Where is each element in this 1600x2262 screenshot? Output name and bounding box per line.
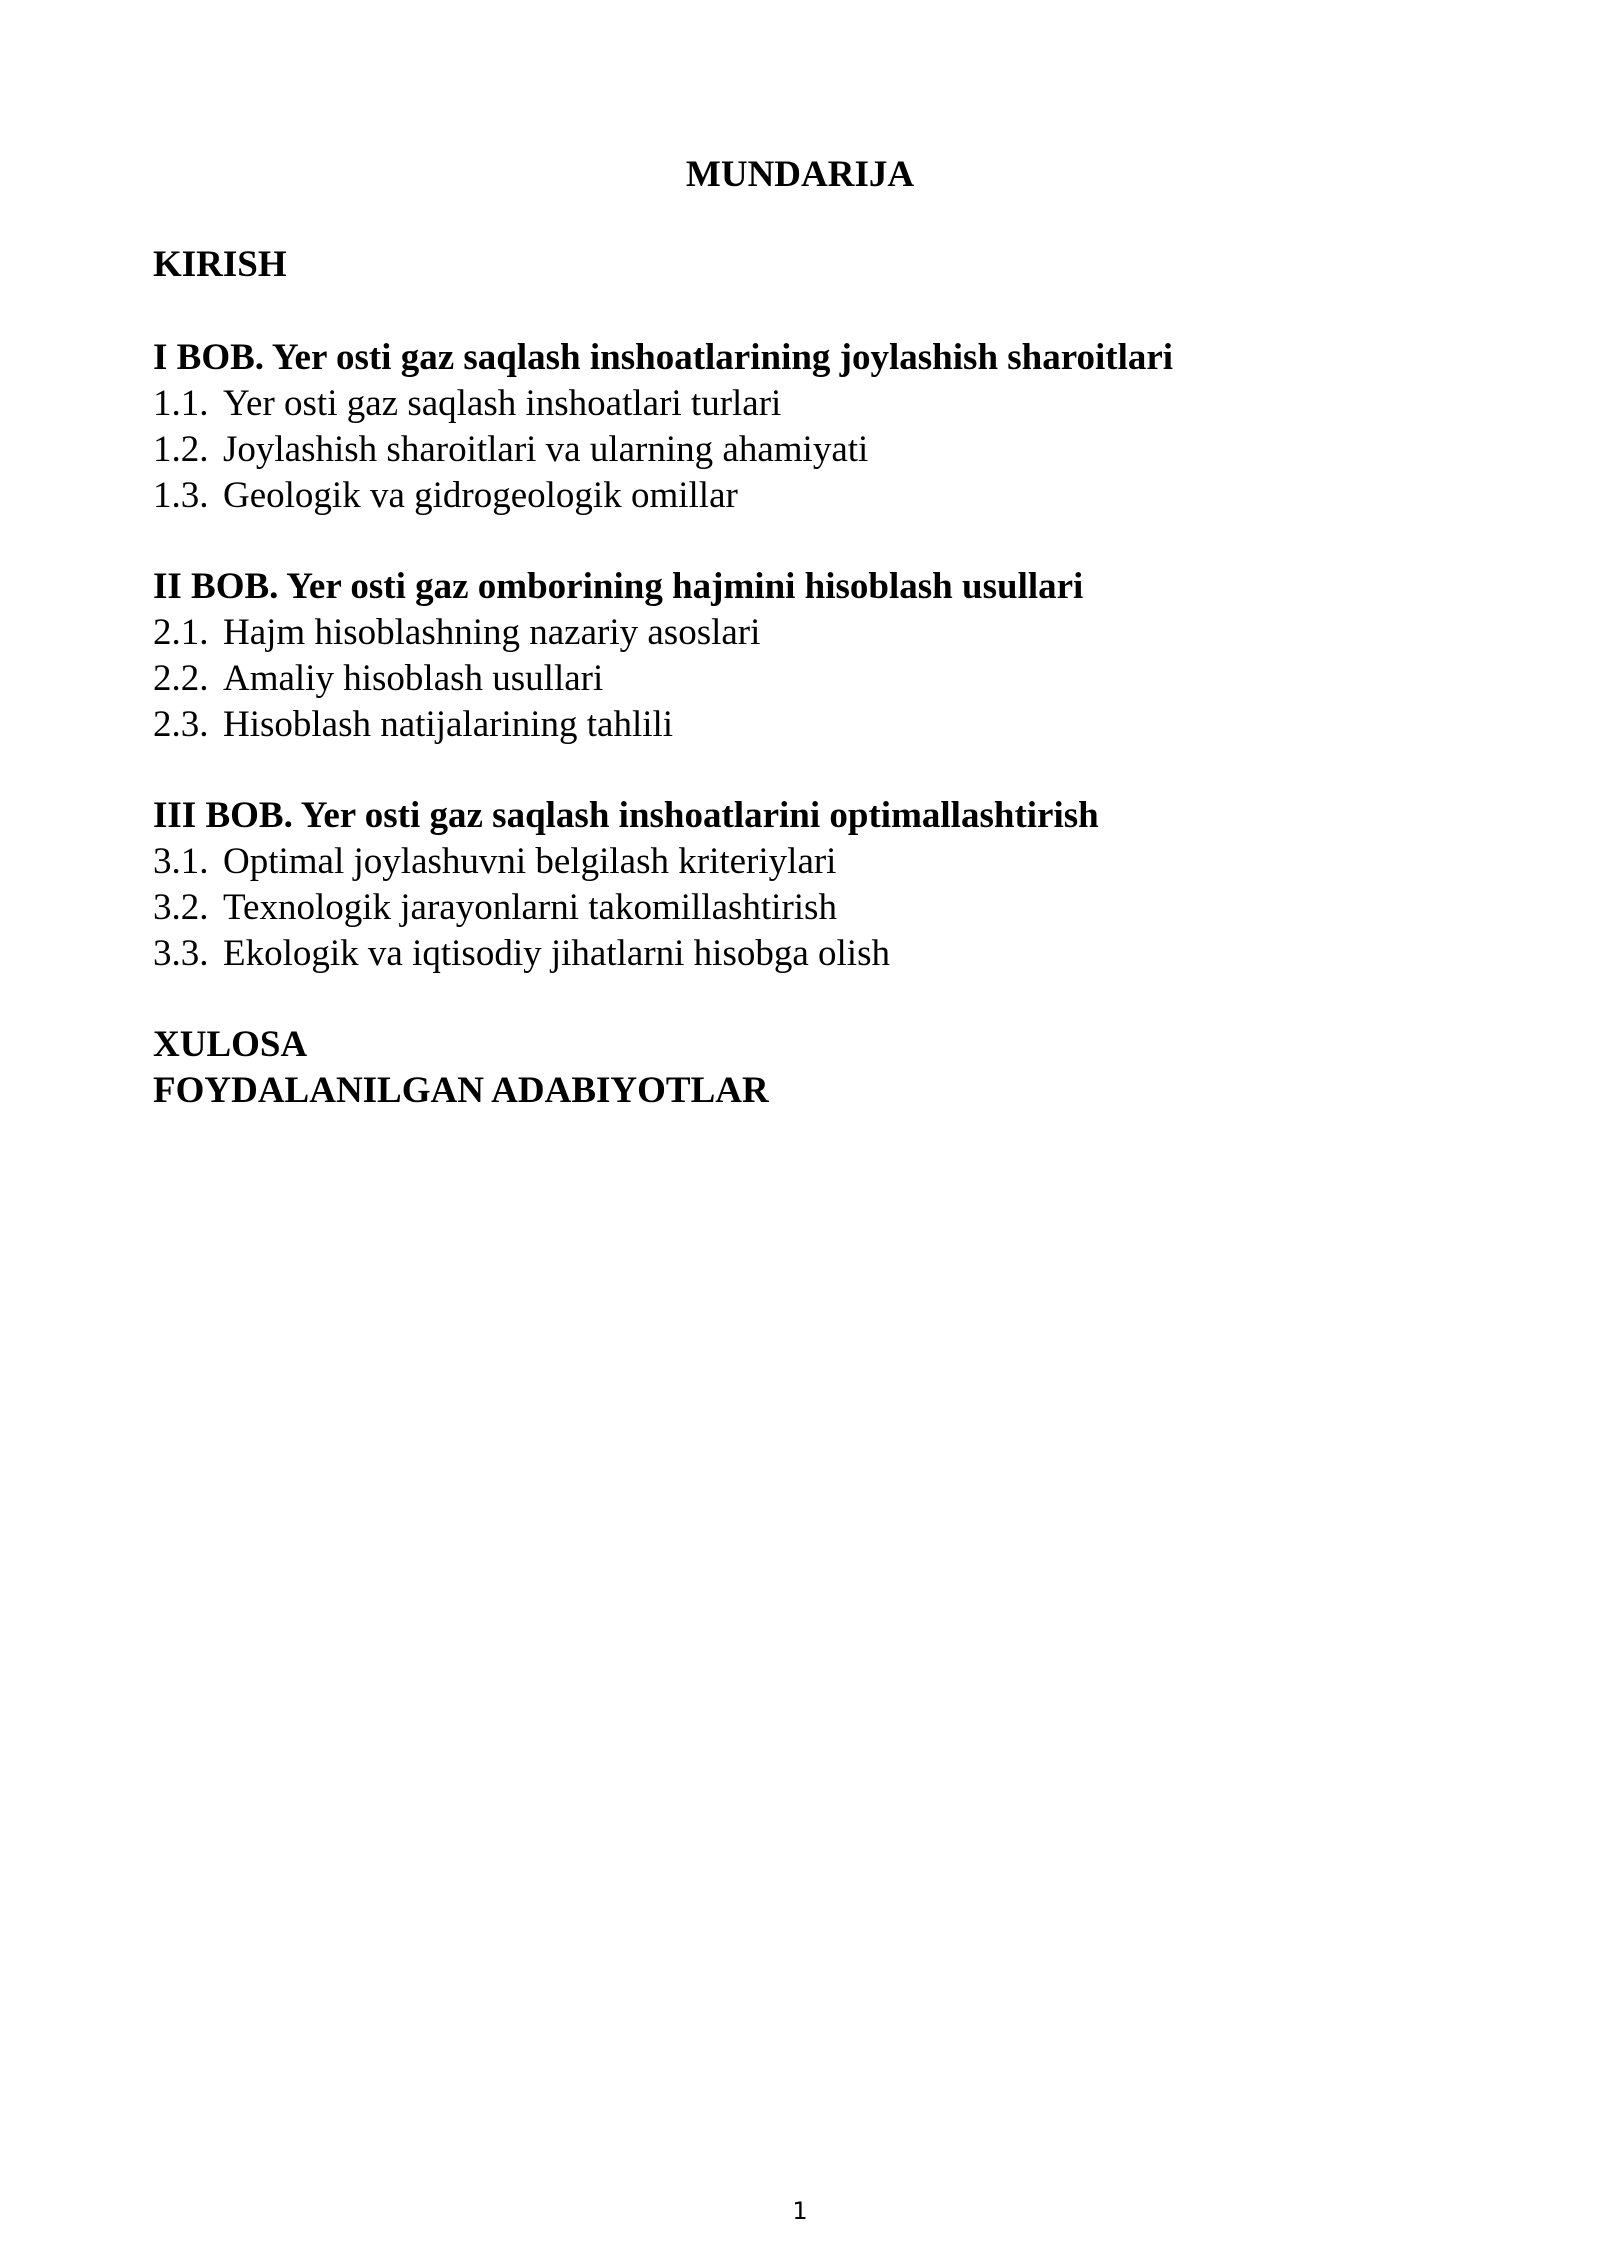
toc-conclusion: XULOSA bbox=[153, 1024, 308, 1065]
toc-section bbox=[153, 702, 1453, 748]
section-number: 3.1. bbox=[153, 841, 209, 882]
chapter-title: I BOB. Yer osti gaz saqlash inshoatlarining joylashish sharoitlari bbox=[153, 337, 1174, 378]
section-title: Hajm hisoblashning nazariy asoslari bbox=[223, 612, 761, 653]
chapter-title: II BOB. Yer osti gaz omborining hajmini hisoblash usullari bbox=[153, 566, 1084, 607]
section-title: Amaliy hisoblash usullari bbox=[223, 658, 604, 699]
toc-chapter-1 bbox=[153, 335, 1453, 519]
section-number: 1.2. bbox=[153, 429, 209, 470]
toc-intro: KIRISH bbox=[153, 244, 287, 285]
toc-references: FOYDALANILGAN ADABIYOTLAR bbox=[153, 1070, 769, 1111]
section-number: 1.3. bbox=[153, 475, 209, 516]
toc-section bbox=[153, 656, 1453, 702]
toc-chapter-2 bbox=[153, 564, 1453, 748]
toc-section bbox=[153, 427, 1453, 473]
section-title: Ekologik va iqtisodiy jihatlarni hisobga olish bbox=[223, 933, 890, 974]
page-title: MUNDARIJA bbox=[685, 154, 915, 195]
toc-section bbox=[153, 473, 1453, 519]
toc-section bbox=[153, 839, 1453, 885]
section-number: 2.1. bbox=[153, 612, 209, 653]
section-title: Yer osti gaz saqlash inshoatlari turlari bbox=[223, 383, 782, 424]
section-number: 2.3. bbox=[153, 704, 209, 745]
section-title: Texnologik jarayonlarni takomillashtirish bbox=[223, 887, 837, 928]
toc-section bbox=[153, 931, 1453, 977]
section-number: 2.2. bbox=[153, 658, 209, 699]
toc-section bbox=[153, 885, 1453, 931]
section-number: 1.1. bbox=[153, 383, 209, 424]
toc-section bbox=[153, 381, 1453, 427]
toc-chapter-3 bbox=[153, 793, 1453, 977]
page-number: 1 bbox=[792, 2197, 808, 2225]
section-title: Optimal joylashuvni belgilash kriteriylari bbox=[223, 841, 837, 882]
toc-section bbox=[153, 610, 1453, 656]
section-number: 3.3. bbox=[153, 933, 209, 974]
toc-end-block bbox=[153, 1022, 769, 1114]
chapter-title: III BOB. Yer osti gaz saqlash inshoatlarini optimallashtirish bbox=[153, 795, 1099, 836]
section-number: 3.2. bbox=[153, 887, 209, 928]
section-title: Hisoblash natijalarining tahlili bbox=[223, 704, 674, 745]
section-title: Geologik va gidrogeologik omillar bbox=[223, 475, 738, 516]
section-title: Joylashish sharoitlari va ularning ahamiyati bbox=[223, 429, 869, 470]
